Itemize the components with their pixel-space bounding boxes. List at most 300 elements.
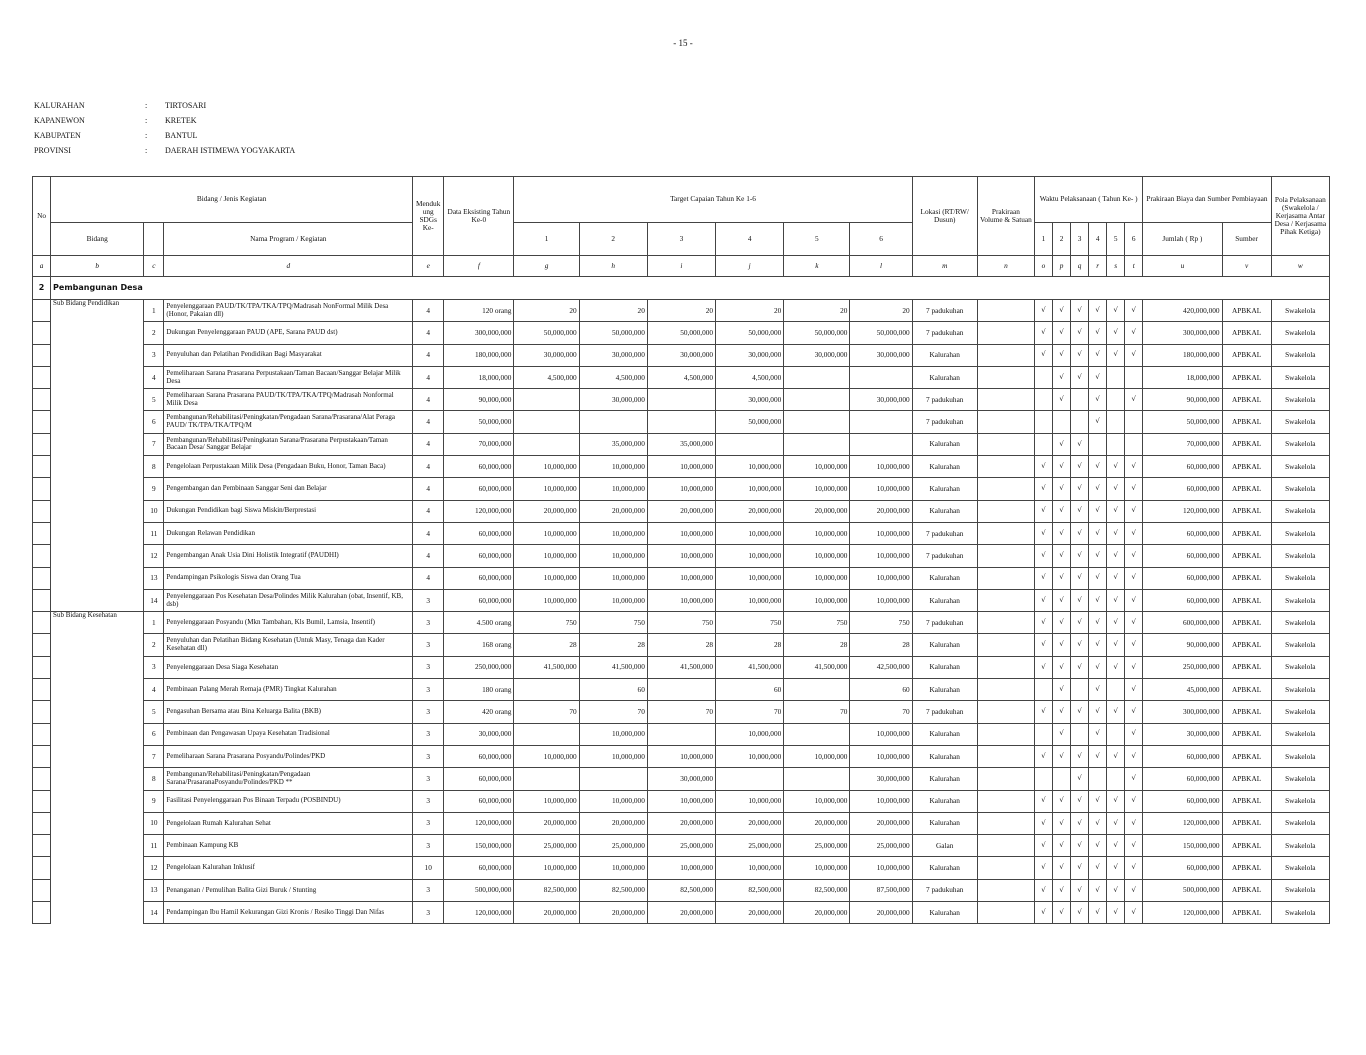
sdg-number: 4 xyxy=(413,456,444,478)
pola: Swakelola xyxy=(1271,812,1329,834)
waktu-check: √ xyxy=(1034,522,1052,544)
data-eksisting: 60,000,000 xyxy=(444,567,514,589)
pola: Swakelola xyxy=(1271,790,1329,812)
waktu-check: √ xyxy=(1089,478,1107,500)
lokasi: 7 padukuhan xyxy=(912,300,977,322)
group-spacer xyxy=(33,411,51,433)
waktu-check: √ xyxy=(1089,300,1107,322)
program-name: Pemeliharaan Sarana Prasarana PAUD/TK/TPA/TKA/TPQ/Madrasah Nonformal Milik Desa xyxy=(164,389,413,411)
row-number: 8 xyxy=(144,768,164,790)
waktu-check: √ xyxy=(1053,300,1071,322)
pola: Swakelola xyxy=(1271,300,1329,322)
target-value: 25,000,000 xyxy=(784,835,850,857)
waktu-check: √ xyxy=(1089,701,1107,723)
waktu-check: √ xyxy=(1034,790,1052,812)
waktu-check: √ xyxy=(1125,389,1143,411)
program-name: Pembinaan Palang Merah Remaja (PMR) Tingkat Kalurahan xyxy=(164,679,413,701)
prakiraan-volume xyxy=(977,745,1034,767)
sumber: APBKAL xyxy=(1222,656,1271,678)
group-spacer xyxy=(33,612,51,634)
target-value: 70 xyxy=(716,701,784,723)
row-number: 10 xyxy=(144,812,164,834)
target-value: 20,000,000 xyxy=(647,812,715,834)
target-value: 10,000,000 xyxy=(579,567,647,589)
data-eksisting: 180,000,000 xyxy=(444,344,514,366)
page-number: - 15 - xyxy=(673,38,693,48)
target-value: 20,000,000 xyxy=(514,812,579,834)
waktu-check: √ xyxy=(1089,389,1107,411)
waktu-check: √ xyxy=(1071,366,1089,388)
row-number: 10 xyxy=(144,500,164,522)
target-value: 10,000,000 xyxy=(514,857,579,879)
program-name: Fasilitasi Penyelenggaraan Pos Binaan Terpadu (POSBINDU) xyxy=(164,790,413,812)
waktu-check: √ xyxy=(1053,835,1071,857)
waktu-check: √ xyxy=(1125,745,1143,767)
pola: Swakelola xyxy=(1271,857,1329,879)
target-value: 20 xyxy=(716,300,784,322)
waktu-check: √ xyxy=(1053,433,1071,455)
row-number: 12 xyxy=(144,545,164,567)
waktu-check: √ xyxy=(1107,456,1125,478)
waktu-check: √ xyxy=(1071,835,1089,857)
target-value: 50,000,000 xyxy=(579,322,647,344)
column-letter: a xyxy=(33,256,51,277)
program-name: Pengembangan Anak Usia Dini Holistik Integratif (PAUDHI) xyxy=(164,545,413,567)
jumlah: 60,000,000 xyxy=(1143,522,1222,544)
sdg-number: 3 xyxy=(413,612,444,634)
column-letter: p xyxy=(1053,256,1071,277)
target-value: 10,000,000 xyxy=(647,567,715,589)
group-spacer xyxy=(33,902,51,924)
waktu-check: √ xyxy=(1053,879,1071,901)
waktu-check: √ xyxy=(1034,300,1052,322)
target-value: 30,000,000 xyxy=(850,768,912,790)
target-value: 10,000,000 xyxy=(716,478,784,500)
target-value: 10,000,000 xyxy=(579,857,647,879)
sumber: APBKAL xyxy=(1222,366,1271,388)
target-value: 10,000,000 xyxy=(514,790,579,812)
jumlah: 60,000,000 xyxy=(1143,567,1222,589)
row-number: 3 xyxy=(144,344,164,366)
waktu-check: √ xyxy=(1089,612,1107,634)
waktu-check: √ xyxy=(1125,790,1143,812)
lokasi: 7 padukuhan xyxy=(912,522,977,544)
waktu-check: √ xyxy=(1053,701,1071,723)
waktu-check: √ xyxy=(1089,567,1107,589)
row-number: 6 xyxy=(144,723,164,745)
target-value xyxy=(784,768,850,790)
prakiraan-volume xyxy=(977,567,1034,589)
prakiraan-volume xyxy=(977,701,1034,723)
program-name: Pengelolaan Kalurahan Inklusif xyxy=(164,857,413,879)
target-value: 70 xyxy=(579,701,647,723)
waktu-check: √ xyxy=(1089,745,1107,767)
column-letter: b xyxy=(51,256,144,277)
target-value: 10,000,000 xyxy=(784,857,850,879)
waktu-check xyxy=(1089,768,1107,790)
row-number: 11 xyxy=(144,835,164,857)
row-number: 9 xyxy=(144,478,164,500)
prakiraan-volume xyxy=(977,478,1034,500)
lokasi: 7 padukuhan xyxy=(912,879,977,901)
target-value: 20,000,000 xyxy=(514,902,579,924)
group-spacer xyxy=(33,322,51,344)
lokasi: Kalurahan xyxy=(912,589,977,611)
waktu-check: √ xyxy=(1053,522,1071,544)
target-value: 20,000,000 xyxy=(716,500,784,522)
waktu-check xyxy=(1089,433,1107,455)
waktu-check: √ xyxy=(1034,656,1052,678)
target-value: 30,000,000 xyxy=(514,344,579,366)
target-value: 10,000,000 xyxy=(784,478,850,500)
table-row xyxy=(33,366,1330,388)
waktu-check: √ xyxy=(1107,634,1125,656)
data-eksisting: 180 orang xyxy=(444,679,514,701)
row-number: 5 xyxy=(144,701,164,723)
prakiraan-volume xyxy=(977,456,1034,478)
waktu-check xyxy=(1034,366,1052,388)
row-number: 1 xyxy=(144,300,164,322)
waktu-check: √ xyxy=(1034,567,1052,589)
waktu-check: √ xyxy=(1053,567,1071,589)
waktu-check: √ xyxy=(1071,500,1089,522)
target-value: 10,000,000 xyxy=(850,589,912,611)
target-value xyxy=(514,411,579,433)
target-value xyxy=(514,433,579,455)
waktu-check: √ xyxy=(1089,366,1107,388)
info-colon: : xyxy=(145,146,148,155)
lokasi: Kalurahan xyxy=(912,723,977,745)
sumber: APBKAL xyxy=(1222,389,1271,411)
target-value xyxy=(514,723,579,745)
group-spacer xyxy=(33,589,51,611)
target-value: 20 xyxy=(850,300,912,322)
jumlah: 60,000,000 xyxy=(1143,589,1222,611)
table-row xyxy=(33,768,1330,790)
waktu-check: √ xyxy=(1089,456,1107,478)
table-row xyxy=(33,723,1330,745)
target-value: 10,000,000 xyxy=(579,456,647,478)
data-eksisting: 60,000,000 xyxy=(444,478,514,500)
pola: Swakelola xyxy=(1271,411,1329,433)
waktu-check xyxy=(1034,679,1052,701)
target-value: 10,000,000 xyxy=(784,545,850,567)
waktu-check: √ xyxy=(1053,790,1071,812)
info-colon: : xyxy=(145,101,148,110)
waktu-check: √ xyxy=(1107,745,1125,767)
waktu-check xyxy=(1125,433,1143,455)
waktu-check: √ xyxy=(1053,656,1071,678)
target-value: 10,000,000 xyxy=(579,790,647,812)
prakiraan-volume xyxy=(977,433,1034,455)
table-row xyxy=(33,879,1330,901)
program-name: Pengelolaan Rumah Kalurahan Sehat xyxy=(164,812,413,834)
target-value: 10,000,000 xyxy=(647,456,715,478)
waktu-check: √ xyxy=(1125,879,1143,901)
row-number: 13 xyxy=(144,567,164,589)
sumber: APBKAL xyxy=(1222,589,1271,611)
waktu-check: √ xyxy=(1089,411,1107,433)
target-value: 30,000,000 xyxy=(647,768,715,790)
target-value: 10,000,000 xyxy=(514,522,579,544)
target-value: 10,000,000 xyxy=(784,589,850,611)
program-name: Pembangunan/Rehabilitasi/Peningkatan Sarana/Prasarana Perpustakaan/Taman Bacaan Desa/ Sanggar Belajar xyxy=(164,433,413,455)
target-value xyxy=(579,768,647,790)
target-value: 35,000,000 xyxy=(647,433,715,455)
waktu-check: √ xyxy=(1107,812,1125,834)
target-value xyxy=(850,366,912,388)
col-prakiraan-volume: Prakiraan Volume & Satuan xyxy=(977,177,1034,256)
target-value: 41,500,000 xyxy=(647,656,715,678)
target-value: 28 xyxy=(784,634,850,656)
target-value: 10,000,000 xyxy=(647,545,715,567)
target-value: 10,000,000 xyxy=(850,790,912,812)
target-value: 25,000,000 xyxy=(647,835,715,857)
col-sdgs: Menduk ung SDGs Ke- xyxy=(413,177,444,256)
target-value: 10,000,000 xyxy=(647,589,715,611)
pola: Swakelola xyxy=(1271,723,1329,745)
col-target-year: 6 xyxy=(850,223,912,256)
program-name: Penyelenggaraan Desa Siaga Kesehatan xyxy=(164,656,413,678)
target-value: 750 xyxy=(514,612,579,634)
col-sumber: Sumber xyxy=(1222,223,1271,256)
lokasi: Kalurahan xyxy=(912,745,977,767)
pola: Swakelola xyxy=(1271,612,1329,634)
jumlah: 500,000,000 xyxy=(1143,879,1222,901)
waktu-check: √ xyxy=(1107,522,1125,544)
waktu-check: √ xyxy=(1107,478,1125,500)
table-row xyxy=(33,344,1330,366)
target-value xyxy=(716,768,784,790)
col-target-year: 4 xyxy=(716,223,784,256)
waktu-check: √ xyxy=(1089,902,1107,924)
data-eksisting: 60,000,000 xyxy=(444,768,514,790)
sub-bidang-label: Sub Bidang Kesehatan xyxy=(51,612,144,924)
jumlah: 70,000,000 xyxy=(1143,433,1222,455)
sumber: APBKAL xyxy=(1222,411,1271,433)
group-spacer xyxy=(33,745,51,767)
row-number: 8 xyxy=(144,456,164,478)
prakiraan-volume xyxy=(977,656,1034,678)
sumber: APBKAL xyxy=(1222,701,1271,723)
prakiraan-volume xyxy=(977,322,1034,344)
waktu-check: √ xyxy=(1125,902,1143,924)
table-row xyxy=(33,589,1330,611)
table-row xyxy=(33,812,1330,834)
column-letter: i xyxy=(647,256,715,277)
col-biaya: Prakiraan Biaya dan Sumber Pembiayaan xyxy=(1143,177,1271,223)
waktu-check xyxy=(1107,389,1125,411)
column-letter: k xyxy=(784,256,850,277)
prakiraan-volume xyxy=(977,344,1034,366)
target-value: 10,000,000 xyxy=(716,545,784,567)
target-value: 50,000,000 xyxy=(716,322,784,344)
sumber: APBKAL xyxy=(1222,723,1271,745)
info-row xyxy=(34,98,295,113)
group-spacer xyxy=(33,812,51,834)
sdg-number: 4 xyxy=(413,545,444,567)
col-waktu-year: 4 xyxy=(1089,223,1107,256)
group-spacer xyxy=(33,634,51,656)
program-name: Penyelenggaraan Pos Kesehatan Desa/Polindes Milik Kalurahan (obat, Insentif, KB, dsb) xyxy=(164,589,413,611)
waktu-check: √ xyxy=(1125,500,1143,522)
sdg-number: 4 xyxy=(413,411,444,433)
waktu-check: √ xyxy=(1053,589,1071,611)
pola: Swakelola xyxy=(1271,366,1329,388)
target-value: 10,000,000 xyxy=(850,545,912,567)
target-value: 10,000,000 xyxy=(579,589,647,611)
target-value: 10,000,000 xyxy=(716,723,784,745)
target-value: 28 xyxy=(514,634,579,656)
waktu-check: √ xyxy=(1034,902,1052,924)
column-letter: n xyxy=(977,256,1034,277)
waktu-check: √ xyxy=(1053,389,1071,411)
column-letter: s xyxy=(1107,256,1125,277)
target-value: 70 xyxy=(850,701,912,723)
row-number: 3 xyxy=(144,656,164,678)
waktu-check: √ xyxy=(1053,723,1071,745)
waktu-check: √ xyxy=(1107,344,1125,366)
jumlah: 120,000,000 xyxy=(1143,902,1222,924)
table-row xyxy=(33,745,1330,767)
waktu-check: √ xyxy=(1071,879,1089,901)
col-waktu: Waktu Pelaksanaan ( Tahun Ke- ) xyxy=(1034,177,1142,223)
waktu-check: √ xyxy=(1125,300,1143,322)
target-value: 10,000,000 xyxy=(514,478,579,500)
waktu-check: √ xyxy=(1107,790,1125,812)
col-target: Target Capaian Tahun Ke 1-6 xyxy=(514,177,912,223)
waktu-check: √ xyxy=(1071,433,1089,455)
sdg-number: 4 xyxy=(413,344,444,366)
info-label: KALURAHAN xyxy=(34,101,85,110)
prakiraan-volume xyxy=(977,902,1034,924)
target-value: 41,500,000 xyxy=(579,656,647,678)
waktu-check: √ xyxy=(1125,679,1143,701)
waktu-check: √ xyxy=(1071,545,1089,567)
jumlah: 18,000,000 xyxy=(1143,366,1222,388)
waktu-check: √ xyxy=(1107,902,1125,924)
target-value: 82,500,000 xyxy=(579,879,647,901)
jumlah: 300,000,000 xyxy=(1143,701,1222,723)
group-spacer xyxy=(33,857,51,879)
target-value: 30,000,000 xyxy=(579,344,647,366)
target-value: 20,000,000 xyxy=(514,500,579,522)
waktu-check: √ xyxy=(1089,857,1107,879)
pola: Swakelola xyxy=(1271,344,1329,366)
group-spacer xyxy=(33,790,51,812)
sumber: APBKAL xyxy=(1222,545,1271,567)
target-value: 82,500,000 xyxy=(647,879,715,901)
waktu-check: √ xyxy=(1053,634,1071,656)
target-value: 10,000,000 xyxy=(784,456,850,478)
sdg-number: 3 xyxy=(413,879,444,901)
data-eksisting: 150,000,000 xyxy=(444,835,514,857)
waktu-check: √ xyxy=(1125,322,1143,344)
target-value: 82,500,000 xyxy=(514,879,579,901)
program-name: Penyuluhan dan Pelatihan Pendidikan Bagi Masyarakat xyxy=(164,344,413,366)
sumber: APBKAL xyxy=(1222,612,1271,634)
column-letter: d xyxy=(164,256,413,277)
program-name: Pengembangan dan Pembinaan Sanggar Seni dan Belajar xyxy=(164,478,413,500)
sdg-number: 10 xyxy=(413,857,444,879)
waktu-check: √ xyxy=(1107,857,1125,879)
jumlah: 90,000,000 xyxy=(1143,634,1222,656)
target-value: 30,000,000 xyxy=(784,344,850,366)
waktu-check: √ xyxy=(1071,634,1089,656)
jumlah: 420,000,000 xyxy=(1143,300,1222,322)
waktu-check: √ xyxy=(1089,790,1107,812)
sdg-number: 4 xyxy=(413,389,444,411)
target-value: 20 xyxy=(647,300,715,322)
lokasi: Kalurahan xyxy=(912,500,977,522)
waktu-check: √ xyxy=(1125,545,1143,567)
waktu-check: √ xyxy=(1071,344,1089,366)
target-value: 750 xyxy=(716,612,784,634)
pola: Swakelola xyxy=(1271,701,1329,723)
waktu-check: √ xyxy=(1107,567,1125,589)
waktu-check: √ xyxy=(1071,812,1089,834)
column-letter: u xyxy=(1143,256,1222,277)
waktu-check: √ xyxy=(1089,679,1107,701)
waktu-check: √ xyxy=(1089,634,1107,656)
waktu-check xyxy=(1071,411,1089,433)
target-value xyxy=(784,433,850,455)
sumber: APBKAL xyxy=(1222,768,1271,790)
target-value: 60 xyxy=(579,679,647,701)
data-eksisting: 4.500 orang xyxy=(444,612,514,634)
data-eksisting: 60,000,000 xyxy=(444,790,514,812)
waktu-check xyxy=(1053,768,1071,790)
col-waktu-year: 3 xyxy=(1071,223,1089,256)
lokasi: Kalurahan xyxy=(912,790,977,812)
prakiraan-volume xyxy=(977,812,1034,834)
target-value: 10,000,000 xyxy=(514,745,579,767)
target-value: 10,000,000 xyxy=(716,790,784,812)
sumber: APBKAL xyxy=(1222,835,1271,857)
waktu-check: √ xyxy=(1125,612,1143,634)
lokasi: Kalurahan xyxy=(912,366,977,388)
waktu-check xyxy=(1107,768,1125,790)
table-row xyxy=(33,857,1330,879)
target-value: 4,500,000 xyxy=(579,366,647,388)
target-value xyxy=(850,411,912,433)
waktu-check: √ xyxy=(1071,478,1089,500)
waktu-check: √ xyxy=(1089,322,1107,344)
table-row xyxy=(33,389,1330,411)
jumlah: 120,000,000 xyxy=(1143,500,1222,522)
target-value: 20 xyxy=(784,300,850,322)
target-value: 10,000,000 xyxy=(850,522,912,544)
waktu-check: √ xyxy=(1107,879,1125,901)
row-number: 1 xyxy=(144,612,164,634)
data-eksisting: 60,000,000 xyxy=(444,589,514,611)
waktu-check: √ xyxy=(1071,857,1089,879)
col-bidang-jenis: Bidang / Jenis Kegiatan xyxy=(51,177,413,223)
sumber: APBKAL xyxy=(1222,300,1271,322)
target-value xyxy=(647,723,715,745)
data-eksisting: 18,000,000 xyxy=(444,366,514,388)
waktu-check: √ xyxy=(1053,500,1071,522)
target-value xyxy=(784,411,850,433)
waktu-check: √ xyxy=(1034,857,1052,879)
waktu-check: √ xyxy=(1071,790,1089,812)
target-value: 60 xyxy=(716,679,784,701)
pola: Swakelola xyxy=(1271,322,1329,344)
waktu-check: √ xyxy=(1125,456,1143,478)
data-eksisting: 60,000,000 xyxy=(444,522,514,544)
lokasi: Kalurahan xyxy=(912,679,977,701)
jumlah: 60,000,000 xyxy=(1143,745,1222,767)
